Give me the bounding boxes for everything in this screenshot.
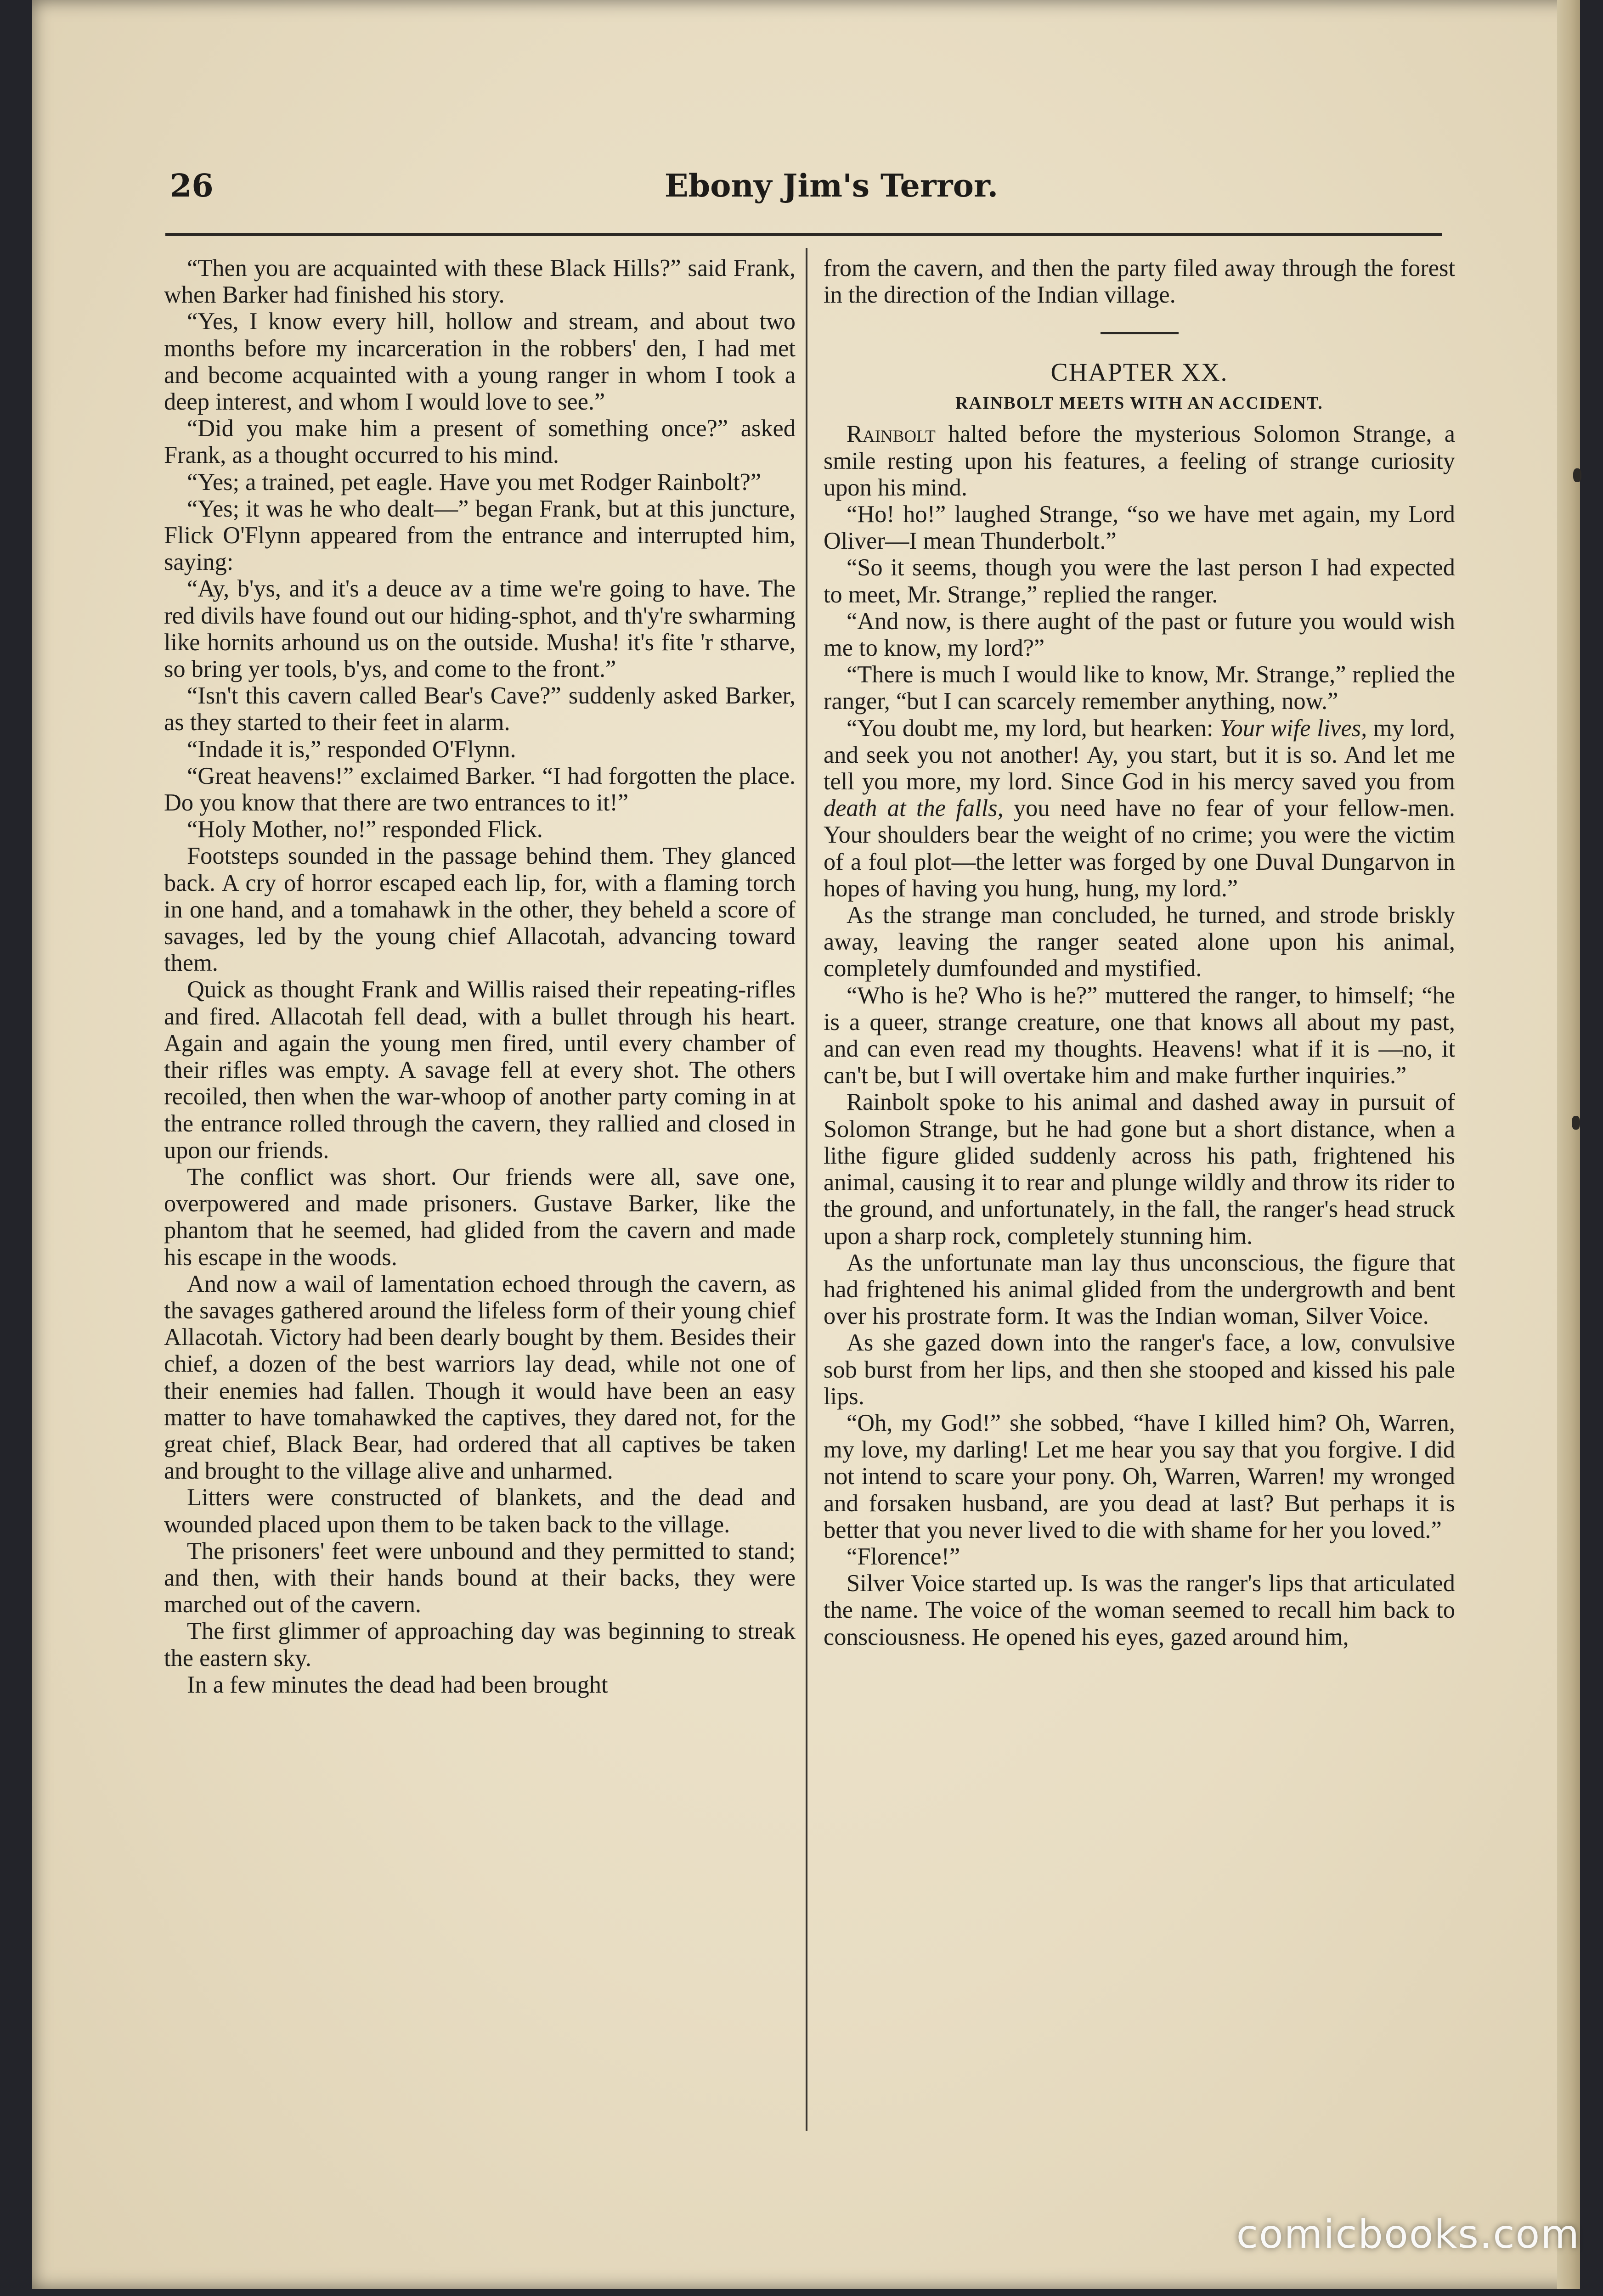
paragraph: The prisoners' feet were unbound and they permitted to stand; and then, with their hands bound at their backs, they were marched out of the cavern.	[164, 1537, 796, 1618]
right-column	[824, 255, 1455, 2133]
running-head	[129, 163, 1447, 218]
chapter-title: CHAPTER XX.	[1050, 358, 1228, 387]
paragraph: As she gazed down into the ranger's face, a low, convulsive sob burst from her lips, and then she stooped and kissed his pale lips.	[824, 1329, 1455, 1410]
paragraph: “Indade it is,” responded O'Flynn.	[187, 736, 516, 763]
paragraph: “You doubt me, my lord, but hearken: Your wife lives, my lord, and seek you not another! Ay, you start, but it is so. And let me tell you more, my lord. Since God in his mercy saved you from death at the falls, you need have no fear of your fellow-men. Your shoulders bear the weight of no crime; you were the victim of a foul plot—the letter was forged by one Duval Dungarvon in hopes of having you hung, hung, my lord.”	[824, 715, 1455, 902]
paragraph: Footsteps sounded in the passage behind them. They glanced back. A cry of horror escaped each lip, for, with a flaming torch in one hand, and a tomahawk in the other, they beheld a score of savages, led by the young chief Allacotah, advancing toward them.	[164, 843, 796, 977]
paragraph: “Who is he? Who is he?” muttered the ranger, to himself; “he is a queer, strange creature, one that knows all about my past, and can even read my thoughts. Heavens! what if it is —no, it can't be, but I will overtake him and make further inquiries.”	[824, 982, 1455, 1089]
paragraph: “Did you make him a present of something once?” asked Frank, as a thought occurred to his mind.	[164, 415, 796, 469]
paragraph: “Isn't this cavern called Bear's Cave?” suddenly asked Barker, as they started to their feet in alarm.	[164, 682, 796, 736]
paragraph: As the strange man concluded, he turned, and strode briskly away, leaving the ranger seated alone upon his animal, completely dumfounded and mystified.	[824, 902, 1455, 982]
paragraph: “Ho! ho!” laughed Strange, “so we have met again, my Lord Oliver—I mean Thunderbolt.”	[824, 501, 1455, 555]
left-column	[164, 255, 796, 2133]
paragraph: “Ay, b'ys, and it's a deuce av a time we're going to have. The red divils have found out our hiding-sphot, and th'y're swharming like hornits arhound us on the outside. Musha! it's fite 'r stharve, so bring yer tools, b'ys, and come to the front.”	[164, 575, 796, 683]
paragraph: “Then you are acquainted with these Black Hills?” said Frank, when Barker had finished his story.	[164, 255, 796, 309]
paragraph: Litters were constructed of blankets, and the dead and wounded placed upon them to be taken back to the village.	[164, 1484, 796, 1538]
paragraph: As the unfortunate man lay thus unconscious, the figure that had frightened his animal glided from the undergrowth and bent over his prostrate form. It was the Indian woman, Silver Voice.	[824, 1249, 1455, 1330]
paragraph: Quick as thought Frank and Willis raised their repeating-rifles and fired. Allacotah fell dead, with a bullet through his heart. Again and again the young men fired, until every chamber of their rifles was empty. A savage fell at every shot. The others recoiled, then when the war-whoop of another party coming in at the entrance rolled through the cavern, they rallied and closed in upon our friends.	[164, 976, 796, 1164]
paragraph: “Yes, I know every hill, hollow and stream, and about two months before my incarceration in the robbers' den, I had met and become acquainted with a young ranger in whom I took a deep interest, and whom I would love to see.”	[164, 308, 796, 416]
paragraph: from the cavern, and then the party filed away through the forest in the direction of the Indian village.	[824, 255, 1455, 309]
binding-hole	[1573, 468, 1581, 482]
chapter-subtitle: RAINBOLT MEETS WITH AN ACCIDENT.	[955, 394, 1323, 413]
right-column-paragraphs	[824, 501, 1455, 715]
paragraph: Silver Voice started up. Is was the ranger's lips that articulated the name. The voice of the woman seemed to recall him back to consciousness. He opened his eyes, gazed around him,	[824, 1570, 1455, 1650]
binding-hole	[1572, 1116, 1580, 1130]
drop-word: Rainbolt	[847, 421, 936, 448]
column-divider	[806, 248, 807, 2131]
paragraph: The first glimmer of approaching day was beginning to streak the eastern sky.	[164, 1618, 796, 1671]
right-column-paragraphs-end	[824, 902, 1455, 1650]
paragraph: “Oh, my God!” she sobbed, “have I killed him? Oh, Warren, my love, my darling! Let me hear you say that you forgive. I did not intend to scare your pony. Oh, Warren, Warren! my wronged and forsaken husband, are you dead at last? But perhaps it is better that you never lived to die with shame for her you loved.”	[824, 1409, 1455, 1543]
header-rule	[165, 233, 1442, 236]
section-rule	[1101, 332, 1179, 334]
paragraph: “Florence!”	[847, 1543, 960, 1570]
paragraph: “So it seems, though you were the last person I had expected to meet, Mr. Strange,” replied the ranger.	[824, 554, 1455, 608]
paragraph: “There is much I would like to know, Mr. Strange,” replied the ranger, “but I can scarcely remember anything, now.”	[824, 661, 1455, 715]
watermark: comicbooks.com	[1236, 2212, 1580, 2257]
paragraph: “Great heavens!” exclaimed Barker. “I had forgotten the place. Do you know that there are two entrances to it!”	[164, 762, 796, 816]
paragraph: “Yes; it was he who dealt—” began Frank, but at this juncture, Flick O'Flynn appeared from the entrance and interrupted him, saying:	[164, 495, 796, 576]
paragraph: “Holy Mother, no!” responded Flick.	[187, 816, 543, 843]
running-title: Ebony Jim's Terror.	[664, 168, 999, 204]
paragraph: “And now, is there aught of the past or future you would wish me to know, my lord?”	[824, 608, 1455, 662]
paragraph: Rainbolt spoke to his animal and dashed away in pursuit of Solomon Strange, but he had gone but a short distance, when a lithe figure glided suddenly across his path, frightened his animal, causing it to rear and plunge wildly and throw its rider to the ground, and unfortunately, in the fall, the ranger's head struck upon a sharp rock, completely stunning him.	[824, 1089, 1455, 1249]
paragraph: In a few minutes the dead had been brought	[187, 1671, 608, 1698]
page-number: 26	[170, 168, 214, 204]
paragraph: And now a wail of lamentation echoed through the cavern, as the savages gathered around the lifeless form of their young chief Allacotah. Victory had been dearly bought by them. Besides their chief, a dozen of the best warriors lay dead, while not one of their enemies had fallen. Though it would have been an easy matter to have tomahawked the captives, they dared not, for the great chief, Black Bear, had ordered that all captives be taken and brought to the village alive and unharmed.	[164, 1270, 796, 1485]
chapter-opening-paragraph: Rainbolt halted before the mysterious Solomon Strange, a smile resting upon his features, a feeling of strange curiosity upon his mind.	[824, 421, 1455, 501]
paragraph: “Yes; a trained, pet eagle. Have you met Rodger Rainbolt?”	[187, 468, 762, 495]
page-binding-edge	[1557, 0, 1580, 2289]
paragraph: The conflict was short. Our friends were all, save one, overpowered and made prisoners. Gustave Barker, like the phantom that he seemed, had glided from the cavern and made his escape in the woods.	[164, 1163, 796, 1271]
